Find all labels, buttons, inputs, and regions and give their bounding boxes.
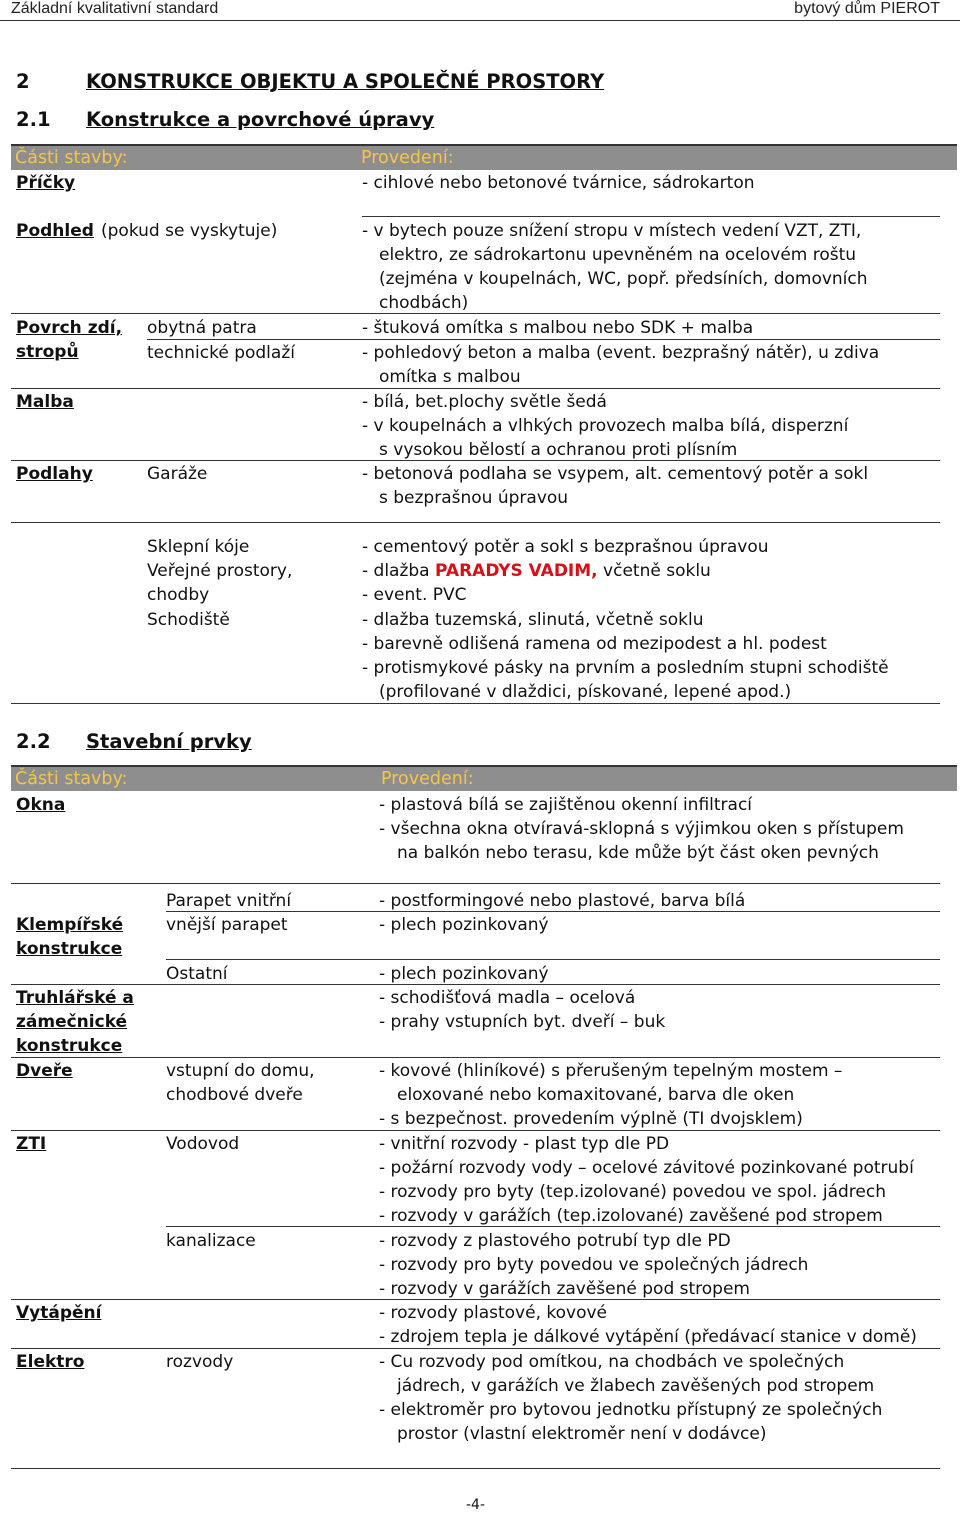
row-sub-verejne-prostory-2: chodby <box>147 585 210 605</box>
brand-highlight: PARADYS VADIM, <box>435 561 598 581</box>
row-sub-verejne-prostory-1: Veřejné prostory, <box>147 561 293 581</box>
row-povrch-desc-1: - štuková omítka s malbou nebo SDK + malba <box>362 318 754 338</box>
page-number: -4- <box>466 1497 486 1513</box>
row-label-pricky: Příčky <box>16 173 76 193</box>
section-2-2-title: Stavební prvky <box>86 730 252 753</box>
row-separator <box>166 959 940 960</box>
row-label-podlahy: Podlahy <box>16 464 93 484</box>
row-sub-garaze: Garáže <box>147 464 208 484</box>
row-sub-schodiste: Schodiště <box>147 610 230 630</box>
row-parapet-desc-1: - postformingové nebo plastové, barva bílá <box>379 891 746 911</box>
row-pricky-desc-1: - cihlové nebo betonové tvárnice, sádrokarton <box>362 173 755 193</box>
row-malba-desc-3: s vysokou bělostí a ochranou proti plísním <box>379 440 738 460</box>
row-separator <box>11 984 940 985</box>
table-1-header-execution: Provedení: <box>361 148 454 168</box>
row-separator <box>362 216 940 217</box>
row-label-okna: Okna <box>16 795 66 815</box>
row-label-povrch-1: Povrch zdí, <box>16 318 123 338</box>
section-2-2-number: 2.2 <box>16 730 51 753</box>
row-sub-ostatni: Ostatní <box>166 964 228 984</box>
row-separator <box>166 911 940 912</box>
row-sub-kanalizace: kanalizace <box>166 1231 256 1251</box>
row-klempir-desc-1: - plech pozinkovaný <box>379 915 549 935</box>
row-podhled-desc-2: elektro, ze sádrokartonu upevněném na ocelovém roštu <box>379 245 857 265</box>
table-1-header <box>11 144 957 170</box>
row-label-truhlarske-2: zámečnické <box>16 1012 128 1032</box>
row-label-dvere: Dveře <box>16 1061 73 1081</box>
row-separator <box>11 1468 940 1469</box>
row-sub-technicke-podlazi: technické podlaží <box>147 343 295 363</box>
row-zti-desc-5: - rozvody z plastového potrubí typ dle PD <box>379 1231 731 1251</box>
row-separator <box>166 1226 940 1227</box>
row-podlahy-desc-4-suffix: včetně soklu <box>597 561 711 581</box>
row-label-truhlarske-3: konstrukce <box>16 1036 123 1056</box>
row-vytapeni-desc-1: - rozvody plastové, kovové <box>379 1303 607 1323</box>
row-okna-desc-2: - všechna okna otvíravá-sklopná s výjimkou oken s přístupem <box>379 819 904 839</box>
row-separator <box>11 703 940 704</box>
row-podlahy-desc-4 <box>362 559 711 583</box>
table-2-header-parts: Části stavby: <box>15 769 128 789</box>
row-podlahy-desc-4-prefix: - dlažba <box>362 561 436 581</box>
row-dvere-desc-2: eloxované nebo komaxitované, barva dle oken <box>397 1085 795 1105</box>
row-malba-desc-1: - bílá, bet.plochy světle šedá <box>362 392 607 412</box>
header-doc-title: Základní kvalitativní standard <box>11 0 219 17</box>
row-label-klempirske-2: konstrukce <box>16 939 123 959</box>
row-klempir-desc-2: - plech pozinkovaný <box>379 964 549 984</box>
row-sub-vnejsi-parapet: vnější parapet <box>166 915 288 935</box>
row-elektro-desc-1: - Cu rozvody pod omítkou, na chodbách ve společných <box>379 1352 845 1372</box>
row-podlahy-desc-8: - protismykové pásky na prvním a posledním stupni schodiště <box>362 658 889 678</box>
row-okna-desc-1: - plastová bílá se zajištěnou okenní infiltrací <box>379 795 753 815</box>
row-label-truhlarske-1: Truhlářské a <box>16 988 134 1008</box>
row-label-povrch-2: stropů <box>16 342 79 362</box>
row-separator <box>11 522 940 523</box>
row-label-zti: ZTI <box>16 1134 47 1154</box>
row-elektro-desc-2: jádrech, v garážích ve žlabech zavěšených pod stropem <box>397 1376 875 1396</box>
row-povrch-desc-3: omítka s malbou <box>379 367 521 387</box>
row-separator <box>11 1130 940 1131</box>
row-zti-desc-1: - vnitřní rozvody - plast typ dle PD <box>379 1134 670 1154</box>
row-elektro-desc-3: - elektroměr pro bytovou jednotku přístupný ze společných <box>379 1400 883 1420</box>
row-label-malba: Malba <box>16 392 74 412</box>
row-truhlar-desc-1: - schodišťová madla – ocelová <box>379 988 636 1008</box>
row-separator <box>147 339 940 340</box>
row-dvere-desc-1: - kovové (hliníkové) s přerušeným tepelným mostem – <box>379 1061 843 1081</box>
table-2-header <box>11 765 957 791</box>
row-separator <box>11 388 940 389</box>
row-sub-vstupni-1: vstupní do domu, <box>166 1061 315 1081</box>
row-zti-desc-4: - rozvody v garážích (tep.izolované) zavěšené pod stropem <box>379 1206 883 1226</box>
header-project-name: bytový dům PIEROT <box>794 0 940 17</box>
row-podhled-desc-3: (zejména v koupelnách, WC, popř. předsíních, domovních <box>379 269 868 289</box>
row-podhled-desc-4: chodbách) <box>379 293 469 313</box>
row-separator <box>11 460 940 461</box>
row-separator <box>11 883 940 884</box>
row-podlahy-desc-5: - event. PVC <box>362 585 467 605</box>
row-label-podhled-note: (pokud se vyskytuje) <box>101 221 278 241</box>
row-sub-sklepni-koje: Sklepní kóje <box>147 537 250 557</box>
section-2-1-title: Konstrukce a povrchové úpravy <box>86 108 435 131</box>
row-podlahy-desc-2: s bezprašnou úpravou <box>379 488 569 508</box>
header-rule <box>0 20 960 21</box>
row-podlahy-desc-3: - cementový potěr a sokl s bezprašnou úpravou <box>362 537 769 557</box>
row-podhled-desc-1: - v bytech pouze snížení stropu v místech vedení VZT, ZTI, <box>362 221 862 241</box>
section-2-number: 2 <box>16 70 30 93</box>
row-sub-vodovod: Vodovod <box>166 1134 240 1154</box>
row-vytapeni-desc-2: - zdrojem tepla je dálkové vytápění (předávací stanice v domě) <box>379 1327 917 1347</box>
section-2-1-number: 2.1 <box>16 108 51 131</box>
row-sub-rozvody: rozvody <box>166 1352 234 1372</box>
row-malba-desc-2: - v koupelnách a vlhkých provozech malba bílá, disperzní <box>362 416 849 436</box>
row-separator <box>11 1348 940 1349</box>
row-sub-vstupni-2: chodbové dveře <box>166 1085 303 1105</box>
table-1-header-parts: Části stavby: <box>15 148 128 168</box>
section-2-title: KONSTRUKCE OBJEKTU A SPOLEČNÉ PROSTORY <box>86 70 605 93</box>
row-podlahy-desc-7: - barevně odlišená ramena od mezipodest a hl. podest <box>362 634 827 654</box>
row-zti-desc-2: - požární rozvody vody – ocelové závitové pozinkované potrubí <box>379 1158 914 1178</box>
row-sub-obytna-patra: obytná patra <box>147 318 257 338</box>
row-podlahy-desc-1: - betonová podlaha se vsypem, alt. cementový potěr a sokl <box>362 464 869 484</box>
row-zti-desc-3: - rozvody pro byty (tep.izolované) povedou ve spol. jádrech <box>379 1182 886 1202</box>
row-separator <box>11 313 940 314</box>
row-dvere-desc-3: - s bezpečnost. provedením výplně (TI dvojsklem) <box>379 1109 803 1129</box>
table-2-header-execution: Provedení: <box>381 769 474 789</box>
row-zti-desc-7: - rozvody v garážích zavěšené pod stropem <box>379 1279 750 1299</box>
row-separator <box>11 1299 940 1300</box>
row-povrch-desc-2: - pohledový beton a malba (event. bezprašný nátěr), u zdiva <box>362 343 880 363</box>
row-separator <box>11 1057 940 1058</box>
row-label-klempirske-1: Klempířské <box>16 915 124 935</box>
row-truhlar-desc-2: - prahy vstupních byt. dveří – buk <box>379 1012 666 1032</box>
row-podlahy-desc-9: (profilované v dlaždici, pískované, lepené apod.) <box>379 682 792 702</box>
row-sub-parapet-vnitrni: Parapet vnitřní <box>166 891 292 911</box>
row-podlahy-desc-6: - dlažba tuzemská, slinutá, včetně soklu <box>362 610 704 630</box>
row-zti-desc-6: - rozvody pro byty povedou ve společných jádrech <box>379 1255 809 1275</box>
row-label-podhled: Podhled <box>16 221 94 241</box>
row-okna-desc-3: na balkón nebo terasu, kde může být část oken pevných <box>397 843 879 863</box>
row-label-elektro: Elektro <box>16 1352 85 1372</box>
row-label-vytapeni: Vytápění <box>16 1303 102 1323</box>
row-elektro-desc-4: prostor (vlastní elektroměr není v dodávce) <box>397 1424 767 1444</box>
